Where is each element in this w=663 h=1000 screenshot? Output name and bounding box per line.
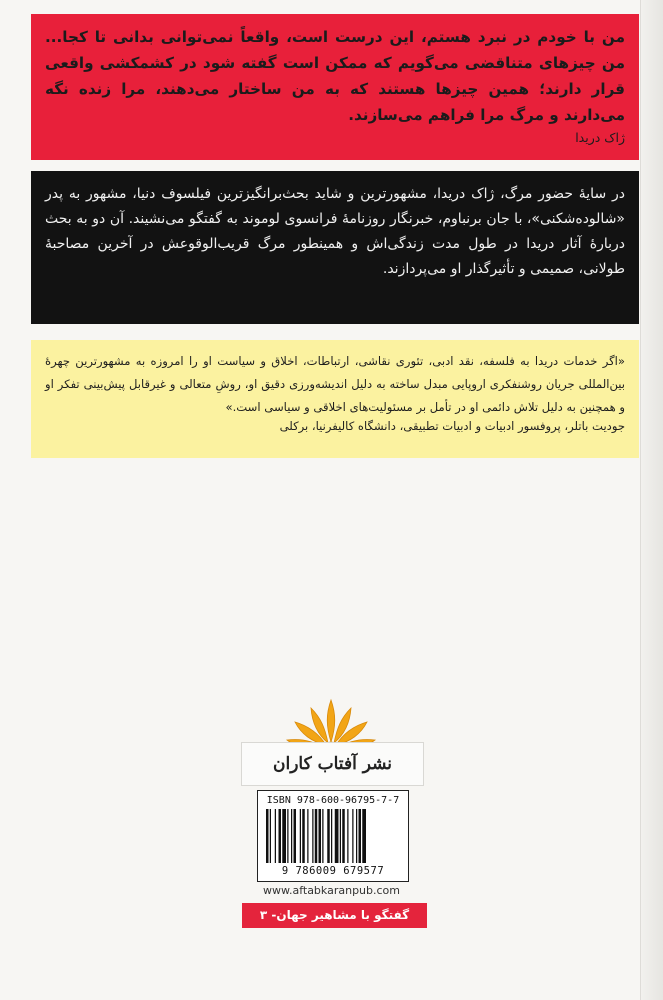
barcode-bar <box>266 809 269 863</box>
barcode-bar <box>352 809 353 863</box>
barcode-bar <box>342 809 345 863</box>
barcode-bar <box>275 809 276 863</box>
publisher-website: www.aftabkaranpub.com <box>262 884 400 897</box>
butler-quote: «اگر خدمات دریدا به فلسفه، نقد ادبی، تئوری نقاشی، ارتباطات، اخلاق و سیاست او را امروزه به مشهورترین چهرهٔ بین‌المللی جریان روشنفکری اروپایی مبدل ساخته به دلیل اندیشه‌ورزی دقیق او، روشِ متعالی و غیرقابل پیش‌بینی تفکر او و همچنین به دلیل تلاش دائمی او در تأمل بر مسئولیت‌های اخلاقی و سیاسی است.» <box>45 354 625 414</box>
derrida-attribution: ژاک دریدا <box>575 130 625 145</box>
barcode-bar <box>327 809 330 863</box>
series-label: گفتگو با مشاهیر جهان- ۳ <box>242 903 427 928</box>
page-edge <box>640 0 663 1000</box>
barcode-bar <box>294 809 297 863</box>
barcode-bar <box>356 809 357 863</box>
barcode-bar <box>312 809 313 863</box>
barcode-image <box>264 809 402 863</box>
barcode-bar <box>319 809 322 863</box>
yellow-quote-block <box>31 340 639 458</box>
barcode-bar <box>307 809 308 863</box>
barcode-bar <box>287 809 288 863</box>
publisher-name: نشر آفتاب کاران <box>241 742 424 786</box>
barcode-bar <box>335 809 339 863</box>
barcode-bar <box>302 809 305 863</box>
barcode-bar <box>300 809 301 863</box>
book-description: در سایهٔ حضور مرگ، ژاک دریدا، مشهورترین و شاید بحث‌برانگیزترین فیلسوف دنیا، مشهور به پدر «شالوده‌شکنی»، با جان برنباوم، خبرنگار روزنامهٔ فرانسوی لوموند به گفتگو می‌نشیند. آن دو به بحث دربارهٔ آثار دریدا در طول مدت زندگی‌اش و همینطور مرگ قریب‌الوقوعش در آخرین مصاحبهٔ طولانی، صمیمی و تأثیرگذار او می‌پردازند. <box>45 186 625 277</box>
isbn-label: ISBN 978-600-96795-7-7 <box>266 795 400 806</box>
derrida-quote: من با خودم در نبرد هستم، این درست است، واقعاً نمی‌توانی بدانی تا کجا... من چیزهای متناقضی می‌گویم که ممکن است گفته شود در کشمکشی واقعی قرار دارند؛ همین چیزها هستند که به من ساختار می‌دهند، مرا زنده نگه می‌دارند و مرگ مرا فراهم می‌سازند. <box>45 28 625 124</box>
barcode-bar <box>315 809 318 863</box>
barcode-bar <box>291 809 292 863</box>
butler-attribution: جودیت باتلر، پروفسور ادبیات و ادبیات تطبیقی، دانشگاه کالیفرنیا، برکلی <box>279 419 625 433</box>
barcode-bar <box>270 809 271 863</box>
barcode-number: 9 786009 679577 <box>281 865 385 877</box>
barcode-bar <box>362 809 366 863</box>
black-description-block <box>31 171 639 324</box>
barcode-bar <box>340 809 341 863</box>
red-quote-block <box>31 14 639 160</box>
barcode-bar <box>322 809 323 863</box>
barcode-bar <box>282 809 286 863</box>
barcode-bar <box>347 809 348 863</box>
barcode-bar <box>359 809 362 863</box>
barcode-bar <box>331 809 332 863</box>
barcode-panel <box>257 790 409 882</box>
barcode-bar <box>279 809 282 863</box>
